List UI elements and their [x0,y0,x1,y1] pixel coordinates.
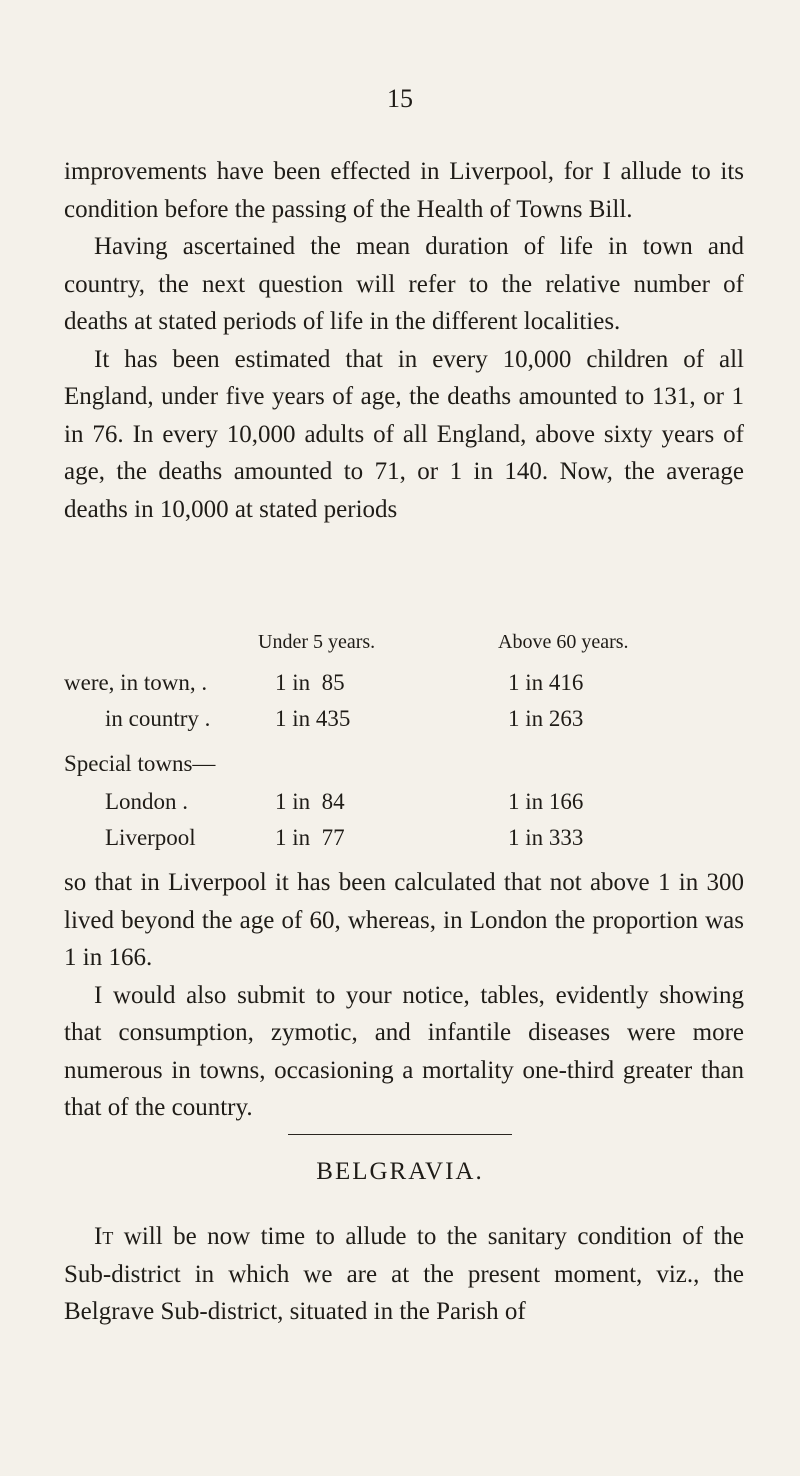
table-row-label: Special towns— [64,751,216,776]
paragraph-rest: will be now time to allude to the sanitary condition of the Sub-district in which we are at the present moment, viz., the Belgrave Sub-district, situated in the Parish of [64,1223,744,1325]
table-cell-under: 1 in 85 [275,670,345,695]
table-cell-above: 1 in 166 [508,789,584,814]
paragraph-belgravia-intro [64,1218,744,1331]
section-title: BELGRAVIA. [316,1158,484,1185]
body-text-top [64,153,744,528]
body-text-mid [64,864,744,1127]
lead-word: It [94,1223,114,1250]
paragraph-liverpool-conclusion: so that in Liverpool it has been calculated that not above 1 in 300 lived beyond the age of 60, whereas, in London the proportion was 1 in 166. [64,869,744,971]
paragraph-mean-duration: Having ascertained the mean duration of life in town and country, the next question will refer to the relative number of deaths at stated periods of life in the different localities. [64,233,744,335]
table-row-label: were, in town, . [64,670,208,695]
table-header-under-5: Under 5 years. [258,631,376,653]
paragraph-consumption-tables: I would also submit to your notice, tables, evidently showing that consumption, zymotic, and infantile diseases were more numerous in towns, occasioning a mortality one-third greater than that of the country. [64,981,744,1121]
table-cell-under: 1 in 77 [275,825,345,850]
table-row-label: Liverpool [105,825,196,850]
table-cell-above: 1 in 333 [508,825,584,850]
table-header-above-60: Above 60 years. [498,631,629,653]
page-number: 15 [387,84,413,113]
body-text-end [64,1218,744,1331]
paragraph-estimated-deaths: It has been estimated that in every 10,000 children of all England, under five years of age, the deaths amounted to 131, or 1 in 76. In every 10,000 adults of all England, above sixty years of age, the deaths amounted to 71, or 1 in 140. Now, the average deaths in 10,000 at stated periods [64,345,744,523]
table-cell-above: 1 in 416 [508,670,584,695]
table-row-label: in country . [105,706,211,731]
table-row-label: London . [105,789,189,814]
section-divider [288,1134,512,1135]
table-cell-above: 1 in 263 [508,706,584,731]
table-cell-under: 1 in 435 [275,706,351,731]
paragraph-continuation: improvements have been effected in Liverpool, for I allude to its condition before the passing of the Health of Towns Bill. [64,158,744,223]
table-cell-under: 1 in 84 [275,789,345,814]
